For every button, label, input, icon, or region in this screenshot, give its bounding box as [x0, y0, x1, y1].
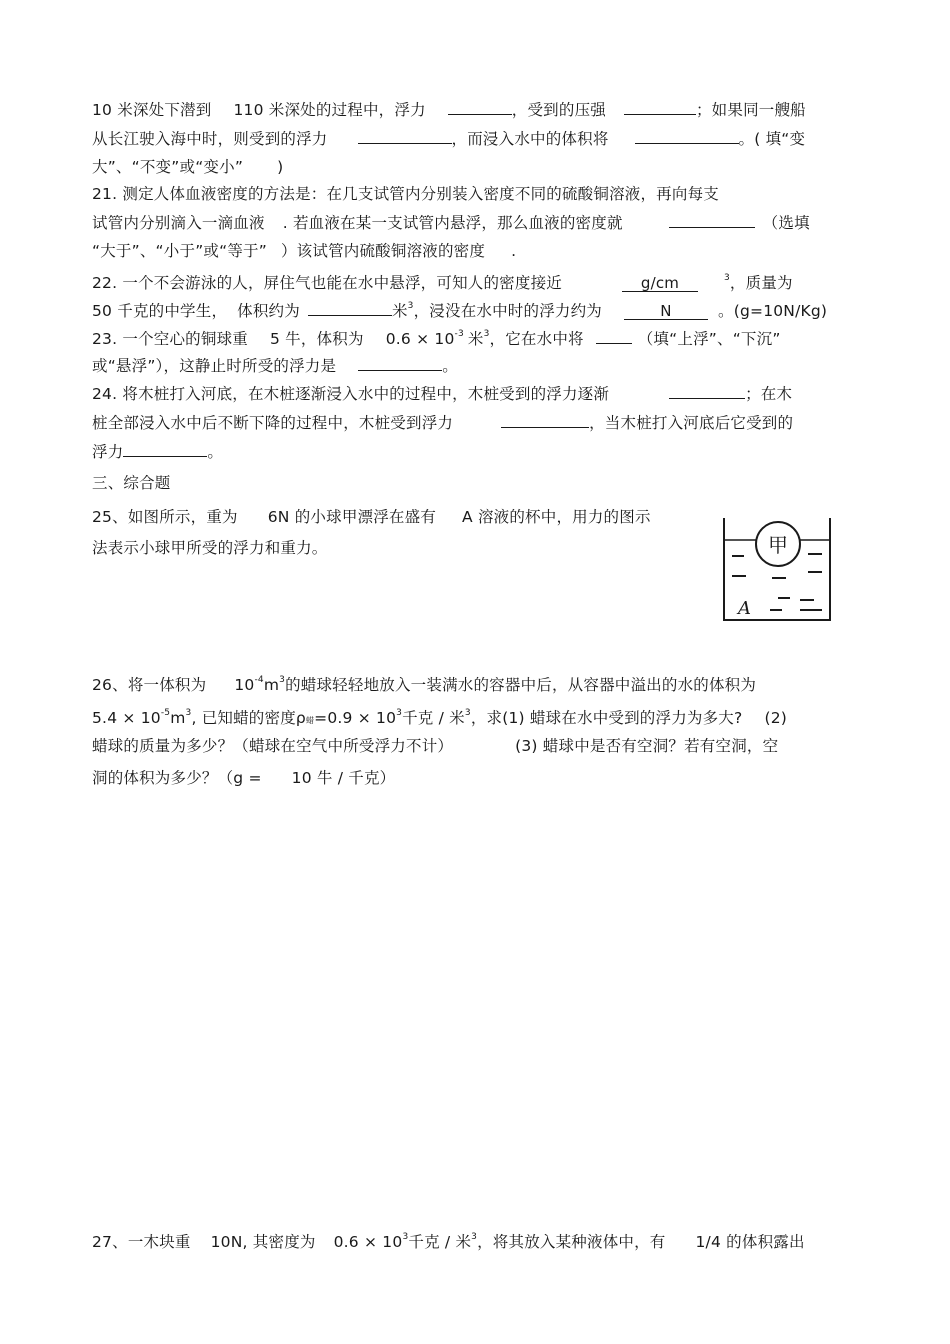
- text: 10N, 其密度为: [210, 1233, 316, 1252]
- text: 22. 一个不会游泳的人，屏住气也能在水中悬浮，可知人的密度接近: [92, 274, 562, 293]
- unit-label: g/cm: [640, 274, 680, 293]
- text: 1/4 的体积露出: [695, 1233, 805, 1252]
- cup-figure: [718, 514, 838, 626]
- text: （填“上浮”、“下沉”: [637, 330, 781, 349]
- text: 浮力: [92, 443, 124, 461]
- text: “大于”、“小于”或“等于”: [92, 242, 267, 260]
- q20-line-1: [92, 98, 806, 121]
- q21-line-3: [92, 240, 516, 262]
- text: 或“悬浮”），这静止时所受的浮力是: [92, 357, 337, 375]
- text: , 已知蜡的密度ρ: [191, 709, 306, 728]
- text: 21. 测定人体血液密度的方法是：在几支试管内分别装入密度不同的硫酸铜溶液，再向每支: [92, 185, 719, 203]
- text: 。: [442, 357, 458, 375]
- exponent: -4: [254, 675, 264, 685]
- text: 23. 一个空心的铜球重: [92, 330, 248, 349]
- q23-line-1: [92, 325, 781, 350]
- exponent: 3: [185, 708, 192, 718]
- blank-pressure[interactable]: [624, 98, 696, 115]
- exponent: 3: [464, 708, 471, 718]
- blank-buoyancy[interactable]: [448, 98, 512, 115]
- text: ，当木桩打入河底后它受到的: [589, 414, 794, 432]
- text: ，而浸入水中的体积将: [451, 130, 609, 148]
- q26-line-2: [92, 704, 787, 732]
- text: (2): [764, 709, 788, 728]
- text: ，浸没在水中时的浮力约为: [413, 302, 603, 321]
- text: 大”、“不变”或“变小”: [92, 158, 244, 176]
- text: ，它在水中将: [489, 330, 584, 349]
- text: 法表示小球甲所受的浮力和重力。: [92, 539, 328, 557]
- text: 千克 / 米: [402, 709, 465, 728]
- text: ): [277, 158, 284, 176]
- text: 24. 将木桩打入河底，在木桩逐渐浸入水中的过程中，木桩受到的浮力逐渐: [92, 385, 610, 403]
- text: ，质量为: [729, 274, 793, 293]
- text: A 溶液的杯中，用力的图示: [462, 508, 651, 526]
- q25-line-1: [92, 506, 651, 528]
- q22-line-2: [92, 297, 827, 322]
- q21-line-1: [92, 183, 719, 205]
- q24-line-3: [92, 440, 223, 463]
- text: 110 米深处的过程中，浮力: [233, 101, 426, 119]
- blank-human-volume[interactable]: [308, 299, 392, 316]
- blank-ship-buoyancy[interactable]: [358, 127, 452, 144]
- text: 体积约为: [237, 302, 300, 321]
- q27-line-1: [92, 1228, 805, 1253]
- q20-line-2: [92, 127, 805, 150]
- text: 10: [234, 676, 255, 695]
- exponent: 3: [279, 675, 286, 685]
- text: 蜡球的质量为多少？（蜡球在空气中所受浮力不计）: [92, 737, 454, 755]
- text: 5 牛，体积为: [269, 330, 364, 349]
- text: 桩全部浸入水中后不断下降的过程中，木桩受到浮力: [92, 414, 454, 432]
- blank-blood-density[interactable]: [669, 211, 755, 228]
- text: 6N 的小球甲漂浮在盛有: [267, 508, 437, 526]
- text: 。( 填“变: [738, 130, 806, 148]
- q26-line-1: [92, 671, 756, 696]
- exponent: 3: [396, 708, 403, 718]
- blank-human-buoyancy[interactable]: [624, 303, 708, 320]
- text: ）该试管内硫酸铜溶液的密度: [280, 242, 486, 260]
- blank-pile-buoyancy-2[interactable]: [501, 411, 589, 428]
- text: m: [170, 709, 186, 728]
- text: 的蜡球轻轻地放入一装满水的容器中后，从容器中溢出的水的体积为: [285, 676, 757, 695]
- ball-label: 甲: [768, 533, 788, 557]
- q21-line-2: [92, 211, 810, 234]
- text: 。(g=10N/Kg): [718, 302, 828, 321]
- unit-label: N: [660, 302, 672, 321]
- exponent: 3: [483, 329, 490, 339]
- text: 千克 / 米: [408, 1233, 472, 1252]
- exponent: 3: [723, 273, 730, 283]
- blank-pile-buoyancy-1[interactable]: [669, 382, 745, 399]
- text: 0.6 × 10: [333, 1233, 403, 1252]
- exponent: -3: [454, 329, 464, 339]
- exponent: -5: [160, 708, 171, 718]
- text: ，将其放入某种液体中，有: [477, 1233, 666, 1252]
- text: 洞的体积为多少？（g =: [92, 769, 262, 787]
- text: .: [511, 242, 517, 260]
- text: ；如果同一艘船: [695, 101, 806, 119]
- text: ；在木: [745, 385, 793, 403]
- q23-line-2: [92, 354, 458, 377]
- text: 0.6 × 10: [385, 330, 455, 349]
- text: =0.9 × 10: [314, 709, 397, 728]
- text: ，受到的压强: [511, 101, 606, 119]
- text: 米: [391, 302, 408, 321]
- q24-line-2: [92, 411, 793, 434]
- text: 从长江驶入海中时，则受到的浮力: [92, 130, 328, 148]
- text: . 若血液在某一支试管内悬浮，那么血液的密度就: [282, 214, 623, 232]
- text: 10 米深处下潜到: [92, 101, 212, 119]
- exponent: 3: [471, 1232, 478, 1242]
- section-title: [92, 472, 171, 494]
- text: 26、将一体积为: [92, 676, 207, 695]
- q24-line-1: [92, 382, 792, 405]
- text: 。: [207, 443, 224, 461]
- text: 25、如图所示，重为: [92, 508, 238, 526]
- liquid-label: A: [738, 598, 751, 619]
- text: 10 牛 / 千克）: [291, 769, 396, 787]
- q20-line-3: [92, 156, 283, 178]
- text: 27、一木块重: [92, 1233, 191, 1252]
- q22-line-1: [92, 269, 793, 294]
- text: 试管内分别滴入一滴血液: [92, 214, 265, 232]
- text: 50 千克的中学生，: [92, 302, 228, 321]
- text: 5.4 × 10: [92, 709, 161, 728]
- text: （选填: [762, 214, 810, 232]
- text: (3) 蜡球中是否有空洞？若有空洞，空: [515, 737, 779, 755]
- exponent: 3: [407, 301, 414, 311]
- q25-line-2: [92, 537, 328, 559]
- blank-human-density[interactable]: [622, 275, 698, 292]
- text: 米: [467, 330, 484, 349]
- text: 三、综合题: [92, 474, 171, 492]
- subscript: 蜡: [305, 716, 315, 726]
- blank-ship-volume[interactable]: [635, 127, 739, 144]
- blank-pile-buoyancy-3[interactable]: [123, 440, 207, 457]
- blank-ball-motion[interactable]: [596, 327, 632, 344]
- exponent: 3: [402, 1232, 409, 1242]
- q26-line-4: [92, 767, 395, 789]
- blank-ball-buoyancy[interactable]: [358, 354, 442, 371]
- q26-line-3: [92, 735, 778, 757]
- text: m: [263, 676, 280, 695]
- text: ，求(1) 蜡球在水中受到的浮力为多大?: [470, 709, 743, 728]
